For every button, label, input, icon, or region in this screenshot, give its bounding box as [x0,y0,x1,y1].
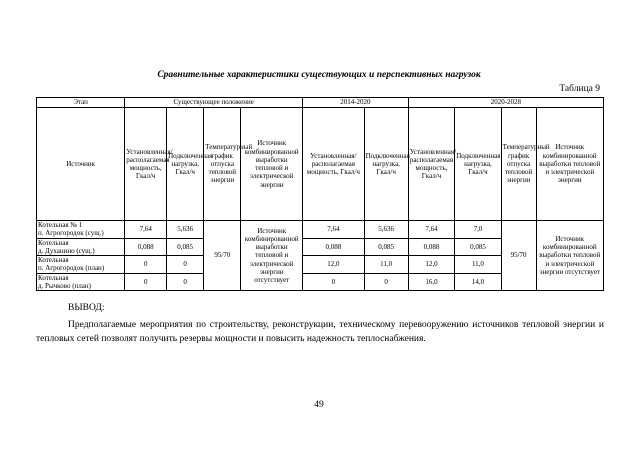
cell-cur-capacity: 0,088 [125,238,167,256]
subheader-p2-capacity: Установленная/располагаемая мощность, Гкал/ч [408,108,454,221]
subheader-p2-load: Подключенная нагрузка, Гкал/ч [455,108,501,221]
cell-p1-capacity: 12,0 [303,256,365,274]
cell-p1-load: 0,085 [364,238,408,256]
subheader-p1-load: Подключенная нагрузка, Гкал/ч [364,108,408,221]
subheader-p2-temp: Температурный график отпуска тепловой энергии [501,108,536,221]
header-period-2014-2020: 2014-2020 [303,98,409,108]
cell-p2-capacity: 7,64 [408,221,454,239]
subheader-cur-capacity: Установленная/располагаемая мощность, Гкал/ч [125,108,167,221]
cell-p1-capacity: 0,088 [303,238,365,256]
cell-p2-load: 0,085 [455,238,501,256]
subheader-p1-capacity: Установленная/располагаемая мощность, Гкал/ч [303,108,365,221]
header-etap: Этап [37,98,125,108]
cell-cur-capacity: 7,64 [125,221,167,239]
page-number: 49 [314,400,324,410]
cell-p1-capacity: 7,64 [303,221,365,239]
header-period-2020-2028: 2020-2028 [408,98,603,108]
cell-cur-load: 0 [167,256,204,274]
subheader-source: Источник [37,108,125,221]
cell-p2-capacity: 12,0 [408,256,454,274]
row-name: Котельная д. Духанино (сущ.) [37,238,125,256]
subheader-p2-source: Источник комбинированной выработки тепловой и электрической энергии [536,108,603,221]
cell-p2-load: 7,0 [455,221,501,239]
cell-cur-capacity: 0 [125,273,167,291]
cell-p2-source: Источник комбинированной выработки тепловой и электрической энергии отсутствует [536,221,603,291]
cell-p1-load: 5,636 [364,221,408,239]
cell-cur-load: 0,085 [167,238,204,256]
row-name: Котельная № 1 п. Агрогородок (сущ.) [37,221,125,239]
cell-p1-capacity: 0 [303,273,365,291]
cell-cur-capacity: 0 [125,256,167,274]
table-label: Таблица 9 [559,84,600,94]
cell-p2-temp: 95/70 [501,221,536,291]
conclusion-paragraph: Предполагаемые мероприятия по строительству, реконструкции, техническому перевооружению источников тепловой энергии и тепловых сетей позволят получить резервы мощности и повысить надежность теплоснабжения. [36,320,604,345]
row-name: Котельная д. Рычково (план) [37,273,125,291]
subheader-cur-temp: Температурный график отпуска тепловой энергии [204,108,241,221]
cell-p1-load: 11,0 [364,256,408,274]
cell-cur-temp: 95/70 [204,221,241,291]
table-row [37,221,604,239]
subheader-cur-load: Подключенная нагрузка, Гкал/ч [167,108,204,221]
cell-cur-load: 5,636 [167,221,204,239]
table-title: Сравнительные характеристики существующих и перспективных нагрузок [157,70,481,80]
cell-cur-load: 0 [167,273,204,291]
cell-p1-load: 0 [364,273,408,291]
row-name: Котельная п. Агрогородок (план) [37,256,125,274]
conclusion-heading: ВЫВОД: [68,303,105,313]
cell-p2-capacity: 16,0 [408,273,454,291]
loads-table [36,97,604,291]
cell-cur-source: Источник комбинированной выработки тепловой и электрической энергии отсутствует [241,221,303,291]
cell-p2-load: 14,0 [455,273,501,291]
subheader-cur-source: Источник комбинированной выработки тепловой и электрической энергии [241,108,303,221]
cell-p2-capacity: 0,088 [408,238,454,256]
cell-p2-load: 11,0 [455,256,501,274]
header-current: Существующее положение [125,98,303,108]
